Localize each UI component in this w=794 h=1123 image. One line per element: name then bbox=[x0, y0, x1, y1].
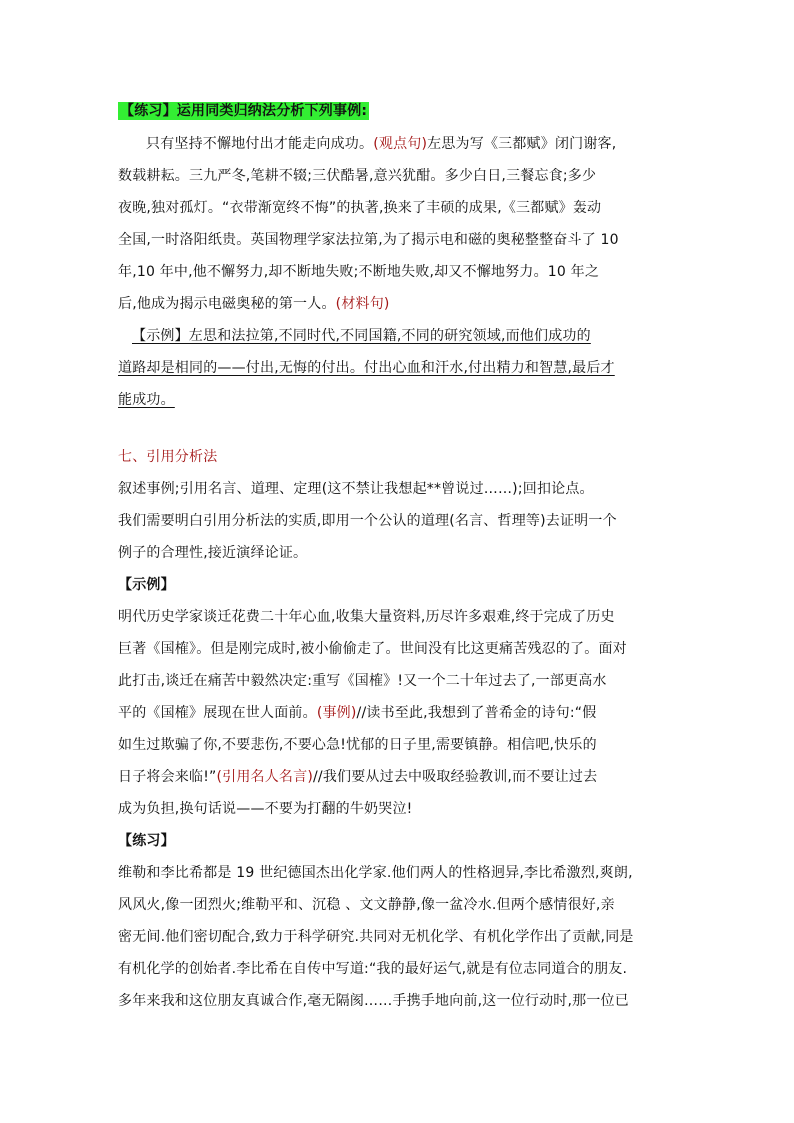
example-answer-line-1: 【示例】左思和法拉第,不同时代,不同国籍,不同的研究领域,而他们成功的 bbox=[132, 328, 591, 344]
example-line-7: 成为负担,换句话说——不要为打翻的牛奶哭泣! bbox=[118, 801, 413, 817]
exercise-line-6: 后,他成为揭示电磁奥秘的第一人。(材料句) bbox=[118, 296, 390, 312]
practice-label: 【练习】 bbox=[118, 833, 175, 849]
practice-line-2: 风风火,像一团烈火;维勒平和、沉稳 、文文静静,像一盆冷水.但两个感情很好,亲 bbox=[118, 897, 615, 913]
exercise-line-5: 年,10 年中,他不懈努力,却不断地失败;不断地失败,却又不懈地努力。10 年之 bbox=[118, 264, 600, 280]
example-line-4: 平的《国榷》展现在世人面前。(事例)//读书至此,我想到了普希金的诗句:“假 bbox=[118, 705, 597, 721]
example-answer-line-2: 道路却是相同的——付出,无悔的付出。付出心血和汗水,付出精力和智慧,最后才 bbox=[118, 360, 615, 376]
example-line-3: 此打击,谈迁在痛苦中毅然决定:重写《国榷》!又一个二十年过去了,一部更高水 bbox=[118, 673, 607, 689]
exercise-line-3: 夜晚,独对孤灯。“衣带渐宽终不悔”的执著,换来了丰硕的成果,《三都赋》轰动 bbox=[118, 200, 602, 216]
practice-line-5: 多年来我和这位朋友真诚合作,毫无隔阂……手携手地向前,这一位行动时,那一位已 bbox=[118, 993, 629, 1009]
practice-line-3: 密无间.他们密切配合,致力于科学研究.共同对无机化学、有机化学作出了贡献,同是 bbox=[118, 929, 634, 945]
example-line-1: 明代历史学家谈迁花费二十年心血,收集大量资料,历尽许多艰难,终于完成了历史 bbox=[118, 609, 615, 625]
section-desc-1: 叙述事例;引用名言、道理、定理(这不禁让我想起**曾说过……);回扣论点。 bbox=[118, 481, 594, 497]
practice-line-1: 维勒和李比希都是 19 世纪德国杰出化学家.他们两人的性格迥异,李比希激烈,爽朗, bbox=[118, 865, 633, 881]
exercise-line-4: 全国,一时洛阳纸贵。英国物理学家法拉第,为了揭示电和磁的奥秘整整奋斗了 10 bbox=[118, 232, 619, 248]
section-desc-2: 我们需要明白引用分析法的实质,即用一个公认的道理(名言、哲理等)去证明一个 bbox=[118, 513, 617, 529]
case-tag: (事例) bbox=[316, 705, 357, 721]
quote-tag: (引用名人名言) bbox=[216, 769, 313, 785]
exercise-title-highlight: 【练习】运用同类归纳法分析下列事例: bbox=[120, 103, 368, 119]
viewpoint-tag: (观点句) bbox=[373, 136, 428, 152]
example-label: 【示例】 bbox=[118, 577, 175, 593]
example-line-6: 日子将会来临!”(引用名人名言)//我们要从过去中吸取经验教训,而不要让过去 bbox=[118, 769, 598, 785]
exercise-line-2: 数载耕耘。三九严冬,笔耕不辍;三伏酷暑,意兴犹酣。多少白日,三餐忘食;多少 bbox=[118, 168, 597, 184]
section-heading: 七、引用分析法 bbox=[118, 449, 218, 465]
exercise-title-line bbox=[118, 102, 678, 120]
practice-line-4: 有机化学的创始者.李比希在自传中写道:“我的最好运气,就是有位志同道合的朋友. bbox=[118, 961, 628, 977]
example-line-2: 巨著《国榷》。但是刚完成时,被小偷偷走了。世间没有比这更痛苦残忍的了。面对 bbox=[118, 641, 627, 657]
exercise-line-1: 只有坚持不懈地付出才能走向成功。(观点句)左思为写《三都赋》闭门谢客, bbox=[146, 136, 617, 152]
example-answer-line-3: 能成功。 bbox=[118, 392, 175, 408]
example-line-5: 如生过欺骗了你,不要悲伤,不要心急!忧郁的日子里,需要镇静。相信吧,快乐的 bbox=[118, 737, 597, 753]
section-desc-3: 例子的合理性,接近演绎论证。 bbox=[118, 545, 308, 561]
material-tag: (材料句) bbox=[335, 296, 390, 312]
